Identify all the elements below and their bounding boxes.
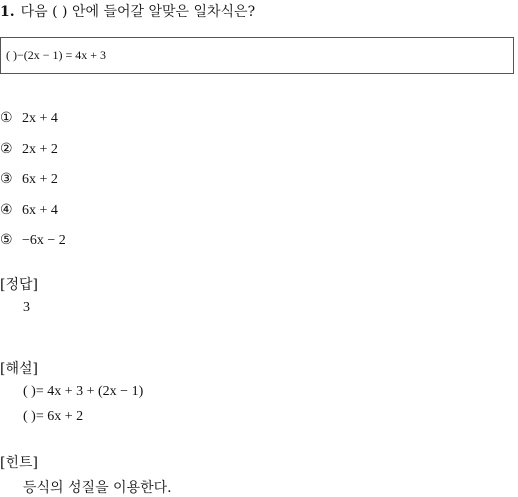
explanation-line-1: ( )= 4x + 3 + (2x − 1) [23,384,144,399]
question-text: 다음 ( ) 안에 들어갈 알맞은 일차식은? [20,4,256,20]
choice-marker: ② [0,141,13,157]
hint-text: 등식의 성질을 이용한다. [23,480,172,496]
explanation-line-2: ( )= 6x + 2 [23,409,84,424]
hint-label: [힌트] [0,455,38,471]
choice-2[interactable] [0,141,58,158]
question-number: 1. [0,4,15,20]
choice-value: 6x + 2 [22,172,58,187]
choice-value: 2x + 2 [22,142,58,157]
choice-marker: ⑤ [0,232,13,248]
choice-marker: ④ [0,202,13,218]
explanation-label: [해설] [0,361,38,377]
question-title [0,1,255,21]
choice-1[interactable] [0,110,58,127]
choice-value: −6x − 2 [22,233,66,248]
answer-value: 3 [23,300,30,315]
choice-5[interactable] [0,232,66,249]
choice-value: 2x + 4 [22,111,58,126]
expression-box [0,37,514,74]
choice-value: 6x + 4 [22,203,58,218]
choice-marker: ① [0,110,13,126]
choice-3[interactable] [0,171,58,188]
choice-4[interactable] [0,202,58,219]
answer-label: [정답] [0,277,38,293]
choice-marker: ③ [0,171,13,187]
expression-text: ( )−(2x − 1) = 4x + 3 [6,48,107,62]
